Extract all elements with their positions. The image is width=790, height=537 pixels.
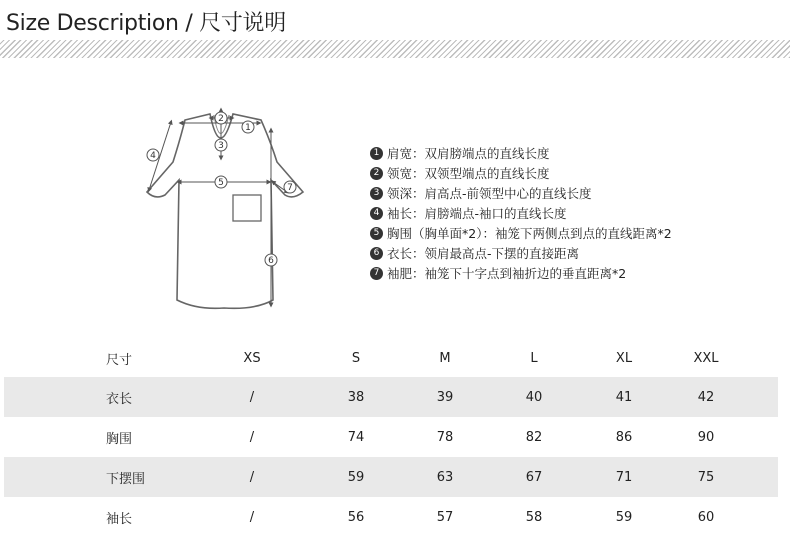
measurement-legend <box>370 143 672 283</box>
table-cell: / <box>249 469 255 485</box>
table-row <box>4 417 778 457</box>
table-cell: / <box>249 389 255 405</box>
table-cell: 82 <box>525 429 543 445</box>
marker-7 <box>284 181 296 193</box>
table-header-cell: L <box>530 351 538 366</box>
table-cell: 67 <box>525 469 543 485</box>
svg-text:5: 5 <box>218 178 224 188</box>
table-cell: 74 <box>347 429 365 445</box>
table-cell: 75 <box>697 469 715 485</box>
table-row <box>4 457 778 497</box>
number-badge: 2 <box>370 167 383 180</box>
table-cell: 56 <box>347 509 365 525</box>
legend-item <box>370 243 672 263</box>
table-cell: / <box>249 429 255 445</box>
tshirt-diagram <box>135 100 305 315</box>
table-cell: 衣长 <box>106 391 133 407</box>
table-cell: 71 <box>615 469 633 485</box>
marker-5 <box>215 176 227 188</box>
legend-item <box>370 223 672 243</box>
table-header-cell: S <box>351 351 361 366</box>
legend-item <box>370 203 672 223</box>
table-cell: 40 <box>525 389 543 405</box>
legend-text: 领深：肩高点-前领型中心的直线长度 <box>387 186 592 201</box>
legend-text: 衣长：领肩最高点-下摆的直接距离 <box>387 246 580 261</box>
table-cell: 78 <box>436 429 454 445</box>
number-badge: 7 <box>370 267 383 280</box>
svg-text:2: 2 <box>218 114 224 124</box>
legend-item <box>370 183 672 203</box>
table-cell: 58 <box>525 509 543 525</box>
svg-text:4: 4 <box>150 151 156 161</box>
svg-text:3: 3 <box>218 141 224 151</box>
legend-text: 袖长：肩膀端点-袖口的直线长度 <box>387 206 567 221</box>
table-header-cell: XS <box>243 351 261 366</box>
table-cell: 86 <box>615 429 633 445</box>
number-badge: 3 <box>370 187 383 200</box>
size-table <box>4 340 778 537</box>
table-header-cell: M <box>439 351 451 366</box>
table-row <box>4 377 778 417</box>
legend-text: 袖肥：袖笼下十字点到袖折边的垂直距离*2 <box>387 266 627 281</box>
legend-item <box>370 263 672 283</box>
marker-6 <box>265 254 277 266</box>
table-cell: 63 <box>436 469 454 485</box>
hatched-divider <box>0 40 790 58</box>
legend-text: 胸围（胸单面*2）：袖笼下两侧点到点的直线距离*2 <box>387 226 672 241</box>
table-cell: 59 <box>347 469 365 485</box>
table-cell: 胸围 <box>106 431 133 447</box>
table-cell: 59 <box>615 509 633 525</box>
table-cell: 57 <box>436 509 454 525</box>
table-cell: 袖长 <box>106 511 133 527</box>
legend-text: 肩宽：双肩膀端点的直线长度 <box>387 146 550 161</box>
table-cell: 60 <box>697 509 715 525</box>
table-row <box>4 497 778 537</box>
number-badge: 4 <box>370 207 383 220</box>
marker-1 <box>242 121 254 133</box>
page-title: Size Description / 尺寸说明 <box>6 11 286 36</box>
legend-item <box>370 163 672 183</box>
marker-3 <box>215 139 227 151</box>
marker-2 <box>215 112 227 124</box>
number-badge: 6 <box>370 247 383 260</box>
table-header-cell: 尺寸 <box>106 353 133 368</box>
table-cell: 下摆围 <box>106 471 146 487</box>
number-badge: 1 <box>370 147 383 160</box>
legend-item <box>370 143 672 163</box>
table-header-row <box>4 340 778 377</box>
svg-text:6: 6 <box>268 256 274 266</box>
number-badge: 5 <box>370 227 383 240</box>
legend-text: 领宽：双领型端点的直线长度 <box>387 166 550 181</box>
table-header-cell: XXL <box>693 351 719 366</box>
table-header-cell: XL <box>615 351 633 366</box>
table-cell: 42 <box>697 389 715 405</box>
table-cell: 39 <box>436 389 454 405</box>
table-cell: 38 <box>347 389 365 405</box>
table-cell: 41 <box>615 389 633 405</box>
marker-4 <box>147 149 159 161</box>
svg-text:7: 7 <box>287 183 293 193</box>
table-cell: / <box>249 509 255 525</box>
table-cell: 90 <box>697 429 715 445</box>
svg-text:1: 1 <box>245 123 251 133</box>
